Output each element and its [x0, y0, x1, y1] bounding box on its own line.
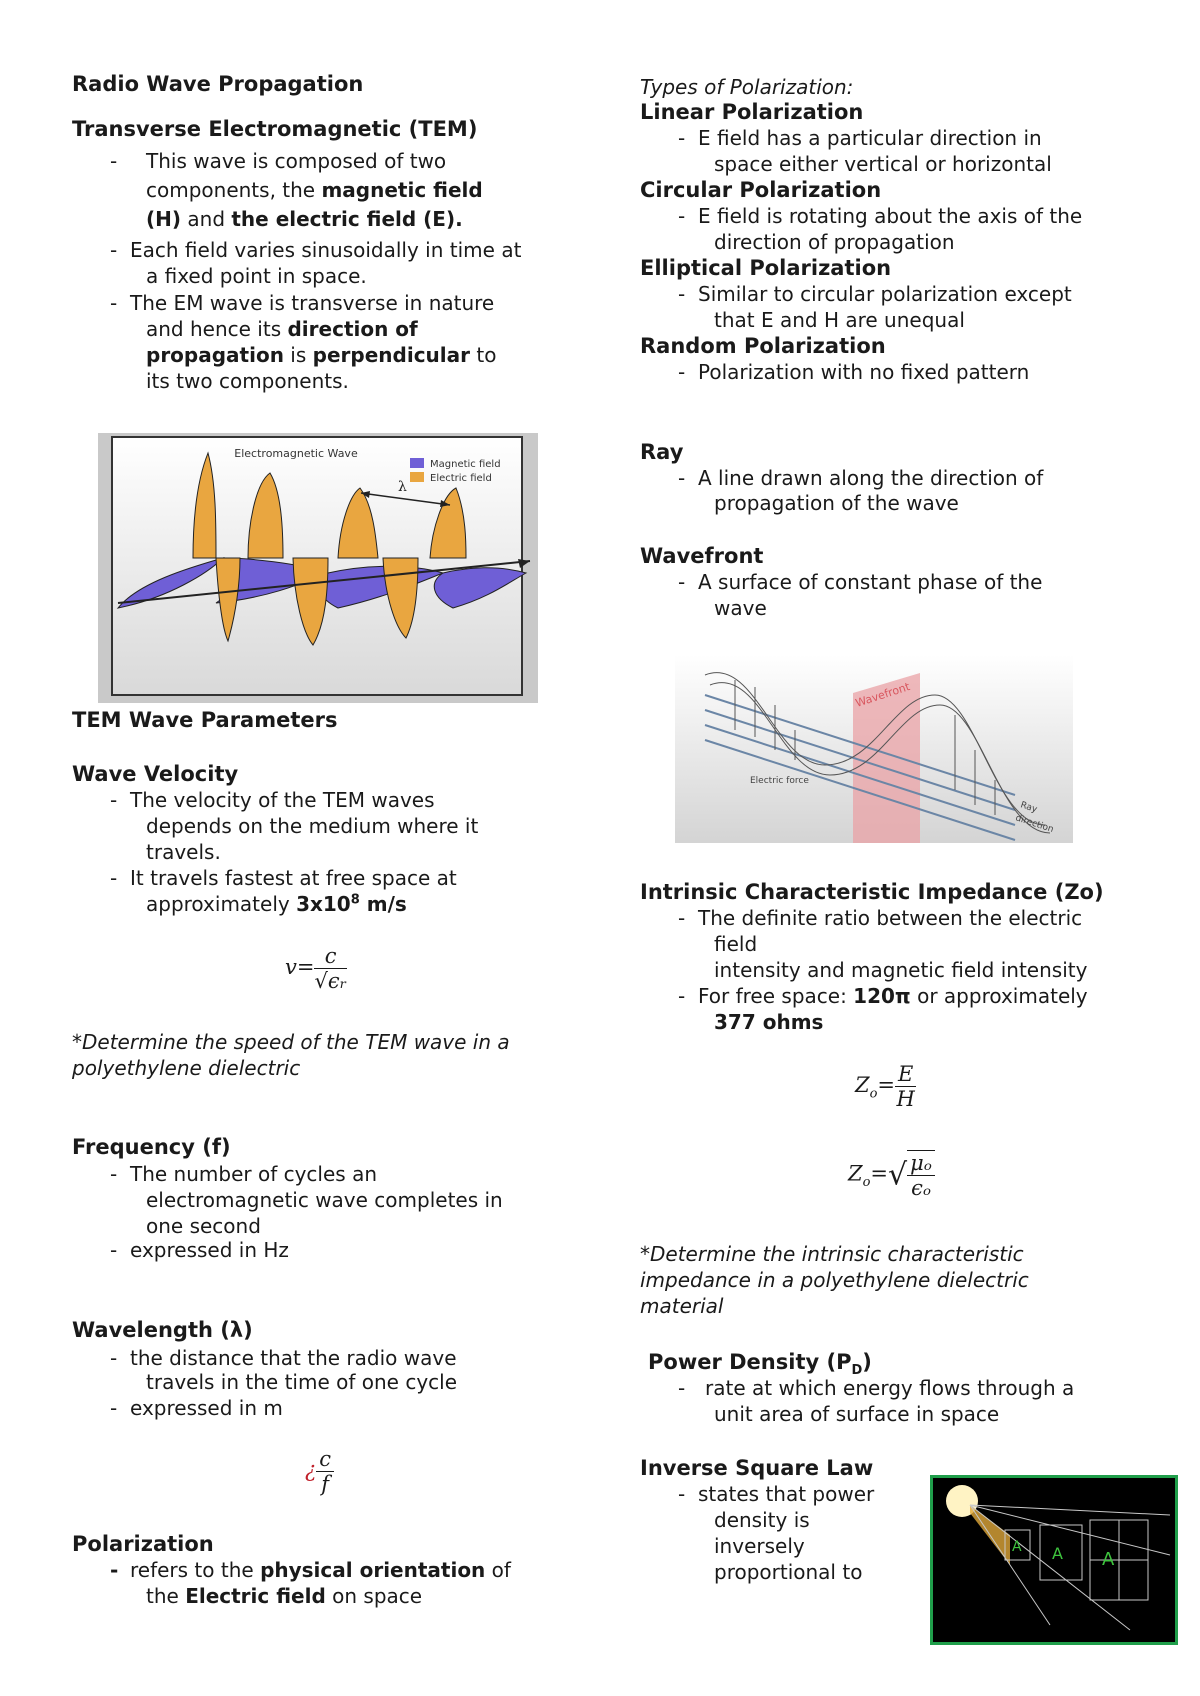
wavelength-bullet-1-line-2: travels in the time of one cycle — [146, 1370, 458, 1394]
bullet-dash: - — [110, 291, 118, 315]
ray-line-1: A line drawn along the direction of — [698, 466, 1044, 490]
bullet-dash: - — [678, 204, 686, 228]
legend-label-electric: Electric field — [430, 473, 492, 484]
impedance-bullet-2-line-1: For free space: 120π or approximately — [698, 984, 1088, 1008]
bullet-dash: - — [110, 149, 118, 173]
impedance-bullet-1-line-1: The definite ratio between the electric — [698, 906, 1083, 930]
linear-line-2: space either vertical or horizontal — [714, 152, 1052, 176]
area-label-3: A — [1102, 1549, 1115, 1570]
impedance-prompt-line-3: material — [640, 1294, 724, 1318]
random-polarization-heading: Random Polarization — [640, 334, 886, 358]
bullet-dash: - — [678, 466, 686, 490]
bullet-dash: - — [110, 1558, 119, 1582]
inverse-line-4: proportional to — [714, 1560, 863, 1584]
ray-heading: Ray — [640, 440, 684, 464]
wave-velocity-heading: Wave Velocity — [72, 762, 239, 786]
wavefront-label: Wavefront — [853, 680, 912, 710]
circular-line-2: direction of propagation — [714, 230, 955, 254]
bullet-dash: - — [110, 1238, 118, 1262]
wavefront-figure — [675, 655, 1073, 843]
wavelength-heading: Wavelength (λ) — [72, 1318, 253, 1342]
wavelength-bullet-1-line-1: the distance that the radio wave — [130, 1346, 457, 1370]
tem-bullet-2-line-2: a fixed point in space. — [146, 264, 367, 288]
electric-force-label: Electric force — [750, 776, 809, 786]
velocity-bullet-1-line-2: depends on the medium where it — [146, 814, 479, 838]
ray-line-2: propagation of the wave — [714, 491, 959, 515]
power-density-heading: Power Density $(P_D)$ — [648, 1350, 872, 1379]
bullet-dash: - — [678, 1376, 686, 1400]
velocity-prompt-line-2: polyethylene dielectric — [72, 1056, 301, 1080]
direction-label: direction — [1014, 813, 1055, 836]
circular-polarization-heading: Circular Polarization — [640, 178, 882, 202]
impedance-heading: Intrinsic Characteristic Impedance (Zo) — [640, 880, 1104, 904]
wavefront-line-2: wave — [714, 596, 767, 620]
impedance-equation-2: $Z_o=√$ $\frac{\text{μₒ}}{\text{ϵₒ}}$ — [848, 1150, 935, 1200]
impedance-bullet-2-line-2: 377 ohms — [714, 1010, 824, 1034]
bullet-dash: - — [678, 360, 686, 384]
velocity-bullet-2-line-2: approximately $3x10^8$ m/s — [146, 892, 407, 916]
wavelength-bullet-2: expressed in m — [130, 1396, 283, 1420]
sqrt-sign: √ — [888, 1157, 908, 1193]
em-figure-title: Electromagnetic Wave — [234, 447, 358, 460]
frequency-bullet-1-line-1: The number of cycles an — [130, 1162, 378, 1186]
legend-swatch-electric — [410, 472, 424, 482]
impedance-prompt-line-1: *Determine the intrinsic characteristic — [640, 1242, 1024, 1266]
tem-bullet-1-line-1: This wave is composed of two — [146, 149, 447, 173]
elliptical-polarization-heading: Elliptical Polarization — [640, 256, 892, 280]
tem-bullet-3-line-4: its two components. — [146, 369, 349, 393]
linear-line-1: E field has a particular direction in — [698, 126, 1042, 150]
velocity-bullet-1-line-3: travels. — [146, 840, 221, 864]
impedance-bullet-1-line-2: field — [714, 932, 758, 956]
wavefront-heading: Wavefront — [640, 544, 764, 568]
impedance-prompt-line-2: impedance in a polyethylene dielectric — [640, 1268, 1029, 1292]
power-line-2: unit area of surface in space — [714, 1402, 1000, 1426]
inverse-square-heading: Inverse Square Law — [640, 1456, 874, 1480]
bullet-dash: - — [110, 1346, 118, 1370]
polarization-heading: Polarization — [72, 1532, 214, 1556]
inverse-line-1: states that power — [698, 1482, 875, 1506]
tem-params-heading: TEM Wave Parameters — [72, 708, 338, 732]
ray-label: Ray — [1019, 800, 1039, 816]
tem-bullet-3-line-2: and hence its direction of — [146, 317, 418, 341]
tem-bullet-1-line-2: components, the magnetic field — [146, 178, 483, 202]
bullet-dash: - — [110, 1396, 118, 1420]
inverse-square-figure — [930, 1475, 1178, 1645]
tem-bullet-2-line-1: Each field varies sinusoidally in time at — [130, 238, 522, 262]
polarization-line-2: the Electric field on space — [146, 1584, 423, 1608]
bullet-dash: - — [678, 1482, 686, 1506]
elliptical-line-2: that E and H are unequal — [714, 308, 965, 332]
tem-bullet-3-line-1: The EM wave is transverse in nature — [130, 291, 495, 315]
lambda-label: λ — [398, 479, 407, 495]
tem-bullet-1-line-3: (H) and the electric field (E). — [146, 207, 463, 231]
frequency-heading: Frequency (f) — [72, 1135, 231, 1159]
circular-line-1: E field is rotating about the axis of the — [698, 204, 1083, 228]
elliptical-line-1: Similar to circular polarization except — [698, 282, 1072, 306]
frequency-bullet-1-line-2: electromagnetic wave completes in — [146, 1188, 503, 1212]
linear-polarization-heading: Linear Polarization — [640, 100, 864, 124]
bullet-dash: - — [110, 866, 118, 890]
bullet-dash: - — [678, 906, 686, 930]
wavefront-line-1: A surface of constant phase of the — [698, 570, 1043, 594]
bullet-dash: - — [678, 570, 686, 594]
inverse-line-2: density is — [714, 1508, 810, 1532]
bullet-dash: - — [110, 238, 118, 262]
velocity-prompt-line-1: *Determine the speed of the TEM wave in a — [72, 1030, 510, 1054]
power-line-1: rate at which energy flows through a — [705, 1376, 1075, 1400]
tem-bullet-3-line-3: propagation is perpendicular to — [146, 343, 497, 367]
impedance-equation-1: $Z_o=$ $\frac{E}{H}$ — [855, 1062, 915, 1112]
inverse-line-3: inversely — [714, 1534, 805, 1558]
bullet-dash: - — [110, 1162, 118, 1186]
velocity-bullet-1-line-1: The velocity of the TEM waves — [130, 788, 435, 812]
random-line-1: Polarization with no fixed pattern — [698, 360, 1030, 384]
area-label-2: A — [1052, 1544, 1063, 1563]
bullet-dash: - — [678, 126, 686, 150]
legend-label-magnetic: Magnetic field — [430, 459, 501, 470]
wavelength-equation: ¿ $\frac{c}{f}$ — [305, 1447, 334, 1496]
polarization-line-1: refers to the physical orientation of — [130, 1558, 511, 1582]
bullet-dash: - — [110, 788, 118, 812]
em-wave-figure — [98, 433, 538, 703]
types-of-polarization-label: Types of Polarization: — [640, 75, 854, 99]
bullet-dash: - — [678, 282, 686, 306]
frequency-bullet-1-line-3: one second — [146, 1214, 261, 1238]
frequency-bullet-2: expressed in Hz — [130, 1238, 289, 1262]
tem-heading: Transverse Electromagnetic (TEM) — [72, 117, 478, 141]
area-label-1: A — [1012, 1539, 1022, 1555]
legend-swatch-magnetic — [410, 458, 424, 468]
impedance-bullet-1-line-3: intensity and magnetic field intensity — [714, 958, 1088, 982]
velocity-bullet-2-line-1: It travels fastest at free space at — [130, 866, 457, 890]
velocity-equation: v= $\frac{c}{\text{√ϵᵣ}}$ — [285, 944, 347, 994]
bullet-dash: - — [678, 984, 686, 1008]
page-title: Radio Wave Propagation — [72, 72, 364, 96]
